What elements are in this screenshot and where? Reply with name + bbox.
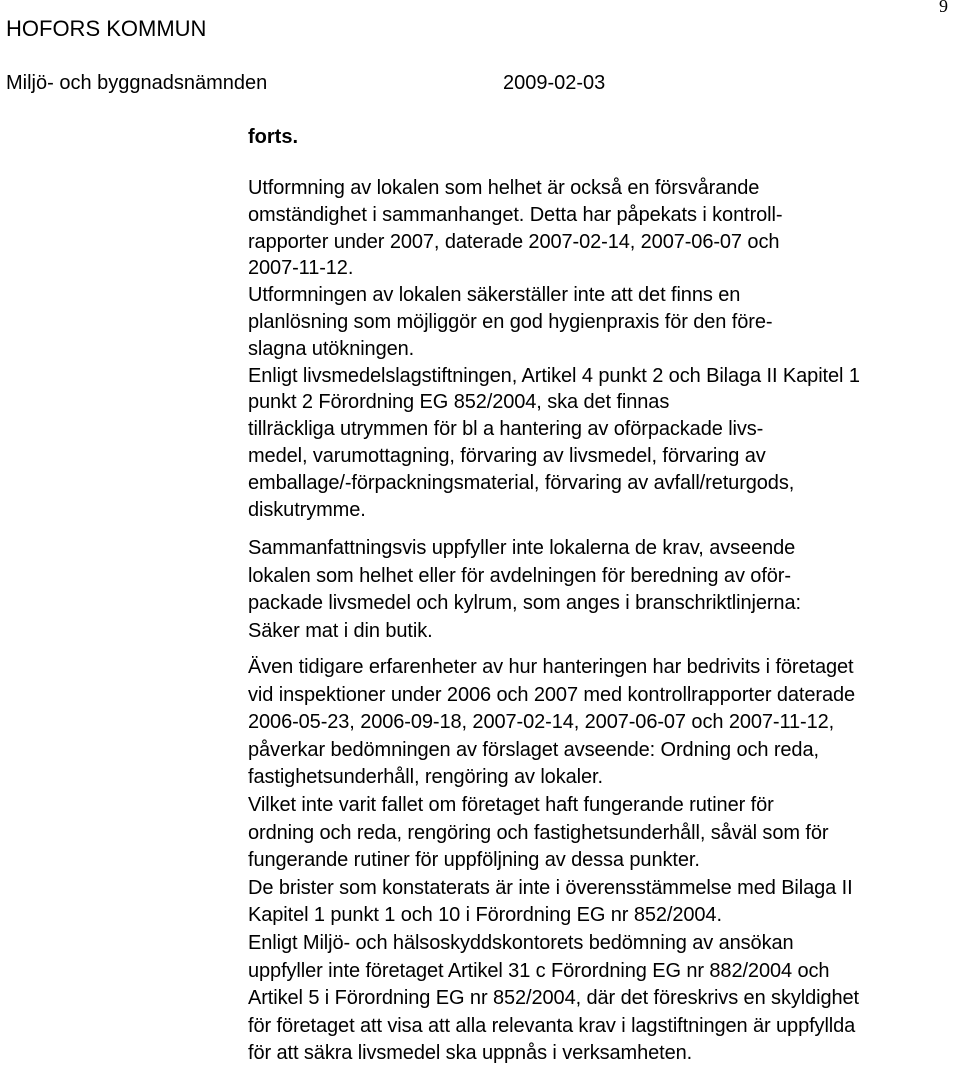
- paragraph-routines: [248, 792, 954, 875]
- paragraph-assessment: [248, 930, 954, 1068]
- text-block-assessment: [248, 930, 954, 1068]
- text-line: lokalen som helhet eller för avdelningen för beredning av oför-: [248, 564, 791, 587]
- paragraph-deficiencies: [248, 875, 954, 930]
- text-line: Även tidigare erfarenheter av hur hanteringen har bedrivits i företaget: [248, 656, 854, 678]
- paragraph-previous-experience: [248, 654, 954, 792]
- text-line: för företaget att visa att alla relevanta krav i lagstiftningen är uppfyllda: [248, 1014, 856, 1037]
- paragraph-legislation: [248, 363, 954, 524]
- document-date: 2009-02-03: [503, 72, 606, 94]
- text-line: 2006-05-23, 2006-09-18, 2007-02-14, 2007-06-07 och 2007-11-12,: [248, 711, 835, 734]
- text-line: medel, varumottagning, förvaring av livsmedel, förvaring av: [248, 444, 766, 467]
- text-line: Vilket inte varit fallet om företaget haft fungerande rutiner för: [248, 793, 774, 816]
- text-line: Enligt livsmedelslagstiftningen, Artikel 4 punkt 2 och Bilaga II Kapitel 1: [248, 364, 860, 387]
- text-line: packade livsmedel och kylrum, som anges i branschriktlinjerna:: [248, 592, 801, 615]
- text-line: vid inspektioner under 2006 och 2007 med kontrollrapporter daterade: [248, 683, 856, 706]
- text-line: uppfyller inte företaget Artikel 31 c Förordning EG nr 882/2004 och: [248, 959, 830, 982]
- text-line: fungerande rutiner för uppföljning av dessa punkter.: [248, 849, 700, 872]
- text-line: Kapitel 1 punkt 1 och 10 i Förordning EG nr 852/2004.: [248, 904, 722, 927]
- text-block-summary: [248, 535, 954, 645]
- text-line: 2007-11-12.: [248, 257, 354, 280]
- continued-heading: forts.: [248, 126, 298, 148]
- text-line: planlösning som möjliggör en god hygienpraxis för den före-: [248, 310, 773, 333]
- text-line: Enligt Miljö- och hälsoskyddskontorets bedömning av ansökan: [248, 932, 794, 954]
- text-line: punkt 2 Förordning EG 852/2004, ska det finnas: [248, 391, 670, 414]
- organization-name: HOFORS KOMMUN: [6, 16, 207, 41]
- text-line: emballage/-förpackningsmaterial, förvaring av avfall/returgods,: [248, 471, 795, 494]
- page-number: 9: [939, 0, 948, 16]
- paragraph-layout: [248, 175, 954, 282]
- paragraph-floorplan: [248, 282, 954, 362]
- text-block-findings: [248, 175, 954, 523]
- text-line: för att säkra livsmedel ska uppnås i verksamheten.: [248, 1042, 693, 1065]
- text-line: Utformningen av lokalen säkerställer inte att det finns en: [248, 284, 741, 307]
- text-line: tillräckliga utrymmen för bl a hantering av oförpackade livs-: [248, 418, 764, 441]
- text-line: omständighet i sammanhanget. Detta har påpekats i kontroll-: [248, 203, 783, 226]
- text-line: rapporter under 2007, daterade 2007-02-14, 2007-06-07 och: [248, 230, 780, 253]
- text-line: Säker mat i din butik.: [248, 619, 433, 642]
- text-line: påverkar bedömningen av förslaget avseende: Ordning och reda,: [248, 738, 819, 761]
- paragraph-summary: [248, 535, 954, 645]
- text-line: slagna utökningen.: [248, 337, 415, 360]
- text-line: ordning och reda, rengöring och fastighetsunderhåll, såväl som för: [248, 821, 829, 844]
- text-line: Artikel 5 i Förordning EG nr 852/2004, där det föreskrivs en skyldighet: [248, 987, 859, 1010]
- committee-name: Miljö- och byggnadsnämnden: [6, 72, 268, 94]
- text-line: Utformning av lokalen som helhet är också en försvårande: [248, 177, 760, 199]
- text-line: diskutrymme.: [248, 498, 366, 521]
- text-line: De brister som konstaterats är inte i överensstämmelse med Bilaga II: [248, 876, 853, 899]
- text-block-experience: [248, 654, 954, 930]
- text-line: Sammanfattningsvis uppfyller inte lokalerna de krav, avseende: [248, 537, 796, 559]
- text-line: fastighetsunderhåll, rengöring av lokaler.: [248, 766, 603, 789]
